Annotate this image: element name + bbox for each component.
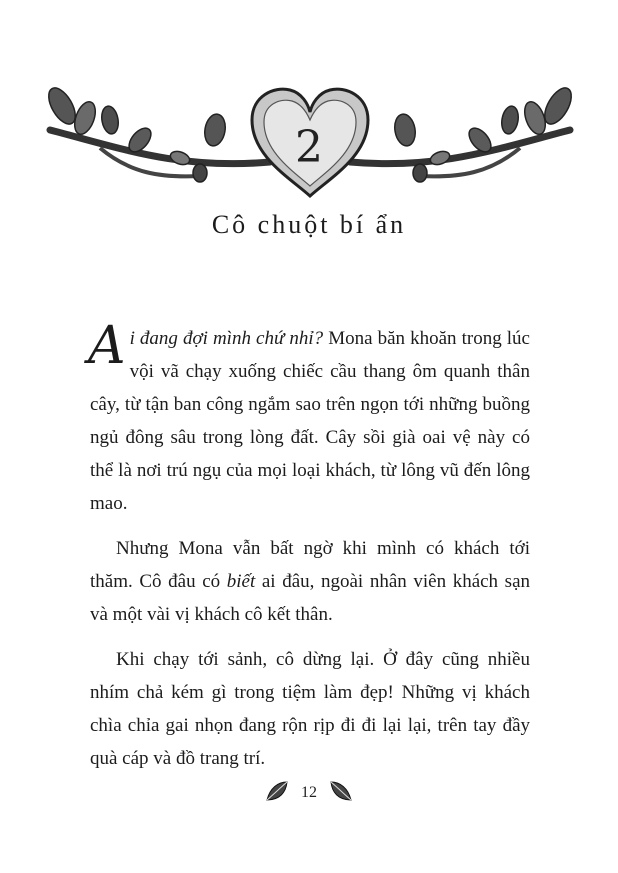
chapter-title: Cô chuột bí ẩn [211,210,407,239]
leaf-icon [328,778,354,804]
paragraph-3 [90,643,530,775]
paragraph-1-text: Mona băn khoăn trong lúc vội vã chạy xuống chiếc cầu thang ôm quanh thân cây, từ tận ban công ngắm sao trên ngọn tới những buồng ngủ đông sâu trong lòng đất. Cây sồi già oai vệ này có thể là nơi trú ngụ của mọi loại khách, từ lông vũ đến lông mao. [90,328,530,514]
page-number: 12 [301,784,317,801]
page-footer [0,778,618,808]
chapter-body [88,316,531,787]
paragraph-3-text: Khi chạy tới sảnh, cô dừng lại. Ở đây cũng nhiều nhím chả kém gì trong tiệm làm đẹp! Những vị khách chìa chỉa gai nhọn đang rộn rịp đi đi lại lại, trên tay đầy quà cáp và đồ trang trí. [90,649,530,769]
italic-lead: i đang đợi mình chứ nhỉ? [129,328,324,349]
paragraph-2-before: Nhưng Mona vẫn bất ngờ khi mình có khách tới thăm. Cô đâu có [90,538,530,592]
paragraph-1 [88,316,530,520]
paragraph-2 [90,532,530,631]
paragraph-2-after: ai đâu, ngoài nhân viên khách sạn và một vài vị khách cô kết thân. [90,571,531,625]
paragraph-2-italic: biết [226,571,256,592]
drop-cap: A [88,316,126,376]
chapter-number: 2 [295,122,323,173]
